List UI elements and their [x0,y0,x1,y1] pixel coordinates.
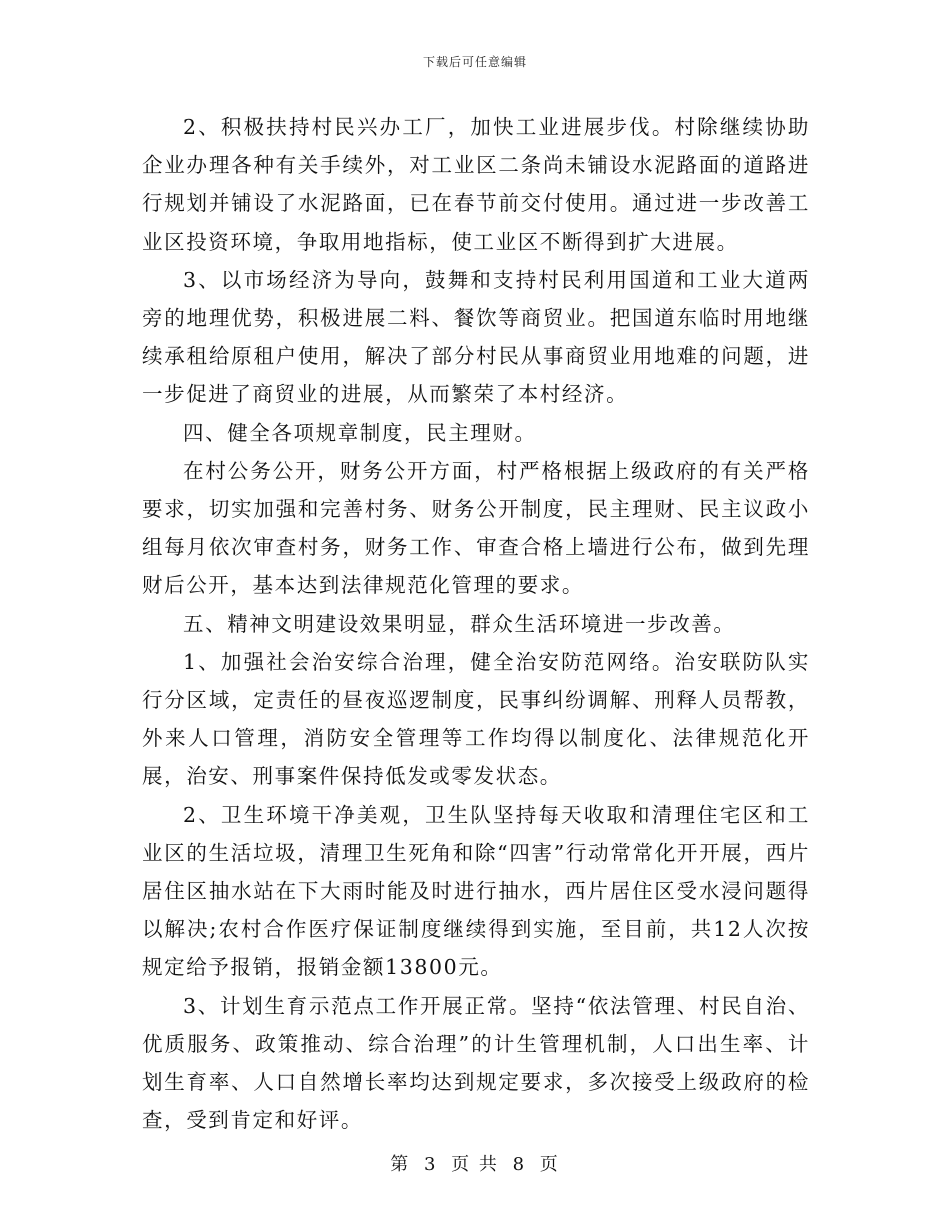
footer-prefix: 第 [390,1154,411,1175]
paragraph-disclosure: 在村公务公开，财务公开方面，村严格根据上级政府的有关严格要求，切实加强和完善村务、财务公开制度，民主理财、民主议政小组每月依次审查村务，财务工作、审查合格上墙进行公布，做到先理财后公开，基本达到法律规范化管理的要求。 [142,458,810,598]
current-page-number: 3 [423,1154,438,1175]
paragraph-sanitation: 2、卫生环境干净美观，卫生队坚持每天收取和清理住宅区和工业区的生活垃圾，清理卫生死角和除“四害”行动常常化开开展，西片居住区抽水站在下大雨时能及时进行抽水，西片居住区受水浸问题得以解决;农村合作医疗保证制度继续得到实施，至目前，共12人次按规定给予报销，报销金额13800元。 [142,802,810,980]
paragraph-industry: 2、积极扶持村民兴办工厂，加快工业进展步伐。村除继续协助企业办理各种有关手续外，对工业区二条尚未铺设水泥路面的道路进行规划并铺设了水泥路面，已在春节前交付使用。通过进一步改善工业区投资环境，争取用地指标，使工业区不断得到扩大进展。 [142,115,810,254]
footer-middle: 页 共 [451,1154,499,1175]
page-header: 下载后可任意编辑 [422,55,527,69]
document-body [142,108,810,1139]
paragraph-security: 1、加强社会治安综合治理，健全治安防范网络。治安联防队实行分区域，定责任的昼夜巡逻制度，民事纠纷调解、刑释人员帮教，外来人口管理，消防安全管理等工作均得以制度化、法律规范化开展，治安、刑事案件保持低发或零发状态。 [142,649,810,789]
section-heading-five: 五、精神文明建设效果明显，群众生活环境进一步改善。 [183,611,736,636]
page-footer [0,1150,950,1176]
total-page-number: 8 [512,1154,527,1175]
section-heading-four: 四、健全各项规章制度，民主理财。 [183,420,537,445]
paragraph-commerce: 3、以市场经济为导向，鼓舞和支持村民利用国道和工业大道两旁的地理优势，积极进展二料、餐饮等商贸业。把国道东临时用地继续承租给原租户使用，解决了部分村民从事商贸业用地难的问题，进一步促进了商贸业的进展，从而繁荣了本村经济。 [142,267,810,407]
paragraph-family-planning: 3、计划生育示范点工作开展正常。坚持“依法管理、村民自治、优质服务、政策推动、综合治理”的计生管理机制，人口出生率、计划生育率、人口自然增长率均达到规定要求，多次接受上级政府的检查，受到肯定和好评。 [142,993,810,1133]
footer-suffix: 页 [539,1154,560,1175]
